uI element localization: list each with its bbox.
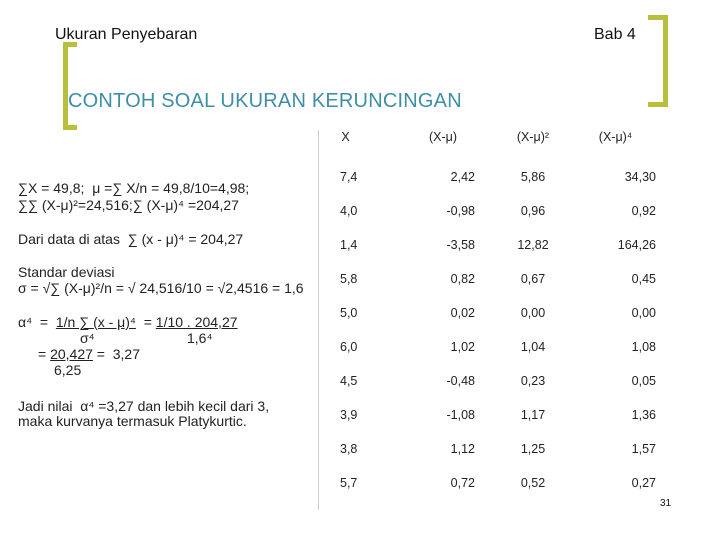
kurtosis-formula-line-3: = 20,427 = 3,27 [38, 346, 140, 362]
cell-deviation-fourth: 1,57 [631, 442, 656, 456]
std-dev-formula: σ = √∑ (X-μ)²/n = √ 24,516/10 = √2,4516 = 1,6 [18, 280, 304, 296]
cell-deviation-squared: 0,23 [520, 374, 546, 388]
header-deviation-fourth: (X-μ)⁴ [598, 130, 633, 144]
summary-line-3: Dari data di atas ∑ (x - μ)⁴ = 204,27 [18, 231, 244, 247]
cell-x: 4,5 [340, 374, 358, 388]
cell-deviation-squared: 0,67 [520, 272, 546, 286]
cell-deviation: -1,08 [446, 408, 475, 422]
header-deviation-squared: (X-μ)² [516, 130, 550, 144]
kurtosis-formula-line-1: α⁴ = 1/n ∑ (x - μ)⁴ = 1/10 . 204,27 [18, 314, 238, 330]
conclusion-line-1: Jadi nilai α⁴ =3,27 dan lebih kecil dari 3, [18, 398, 270, 414]
cell-x: 6,0 [340, 340, 358, 354]
std-dev-label: Standar deviasi [18, 264, 115, 280]
summary-line-2: ∑∑ (X-μ)²=24,516;∑ (X-μ)⁴ =204,27 [18, 197, 239, 213]
cell-x: 3,9 [340, 408, 358, 422]
table-row [318, 160, 658, 194]
cell-deviation: 0,82 [450, 272, 475, 286]
cell-deviation-squared: 0,96 [520, 204, 546, 218]
cell-deviation-fourth: 0,00 [631, 306, 656, 320]
table-row [318, 194, 658, 228]
table-row [318, 330, 658, 364]
cell-x: 4,0 [340, 204, 358, 218]
kurtosis-denominator-2: 1,6⁴ [187, 330, 213, 346]
header-deviation: (X-μ) [428, 130, 458, 144]
cell-deviation-fourth: 34,30 [624, 170, 656, 184]
cell-deviation-fourth: 0,05 [631, 374, 656, 388]
table-row [318, 228, 658, 262]
cell-x: 5,8 [340, 272, 358, 286]
table-row [318, 262, 658, 296]
cell-deviation-squared: 1,17 [520, 408, 546, 422]
summary-line-1: ∑X = 49,8; μ =∑ X/n = 49,8/10=4,98; [18, 180, 250, 196]
cell-deviation-fourth: 1,36 [631, 408, 656, 422]
cell-deviation: 0,72 [450, 476, 475, 490]
cell-deviation-fourth: 164,26 [617, 238, 656, 252]
cell-x: 5,0 [340, 306, 358, 320]
slide-title: CONTOH SOAL UKURAN KERUNCINGAN [68, 90, 462, 112]
left-bracket-decoration [63, 42, 77, 130]
header-right: Bab 4 [594, 26, 636, 43]
header-left: Ukuran Penyebaran [55, 26, 198, 43]
data-table [318, 130, 658, 500]
cell-x: 5,7 [340, 476, 358, 490]
page-number: 31 [660, 498, 672, 509]
cell-deviation-squared: 0,00 [520, 306, 546, 320]
cell-deviation: -0,98 [446, 204, 475, 218]
cell-deviation: 2,42 [450, 170, 475, 184]
kurtosis-formula-line-4: 6,25 [54, 362, 82, 378]
header-x: X [341, 130, 350, 144]
table-row [318, 296, 658, 330]
cell-x: 3,8 [340, 442, 358, 456]
cell-x: 7,4 [340, 170, 358, 184]
cell-deviation-fourth: 0,45 [631, 272, 656, 286]
cell-deviation: 1,12 [450, 442, 475, 456]
cell-deviation-fourth: 1,08 [631, 340, 656, 354]
cell-deviation: -0,48 [446, 374, 475, 388]
cell-x: 1,4 [340, 238, 358, 252]
right-bracket-decoration [648, 15, 668, 107]
cell-deviation-squared: 1,25 [520, 442, 546, 456]
cell-deviation: 0,02 [450, 306, 475, 320]
table-row [318, 398, 658, 432]
conclusion-line-2: maka kurvanya termasuk Platykurtic. [18, 413, 247, 429]
cell-deviation-fourth: 0,92 [631, 204, 656, 218]
cell-deviation-squared: 0,52 [520, 476, 546, 490]
cell-deviation-fourth: 0,27 [631, 476, 656, 490]
cell-deviation-squared: 1,04 [520, 340, 546, 354]
cell-deviation: 1,02 [450, 340, 475, 354]
table-row [318, 432, 658, 466]
kurtosis-denominator-1: σ⁴ [80, 330, 95, 346]
table-row [318, 364, 658, 398]
cell-deviation-squared: 5,86 [520, 170, 546, 184]
cell-deviation-squared: 12,82 [517, 238, 549, 252]
table-header-row [318, 130, 658, 160]
cell-deviation: -3,58 [446, 238, 475, 252]
table-row [318, 466, 658, 500]
